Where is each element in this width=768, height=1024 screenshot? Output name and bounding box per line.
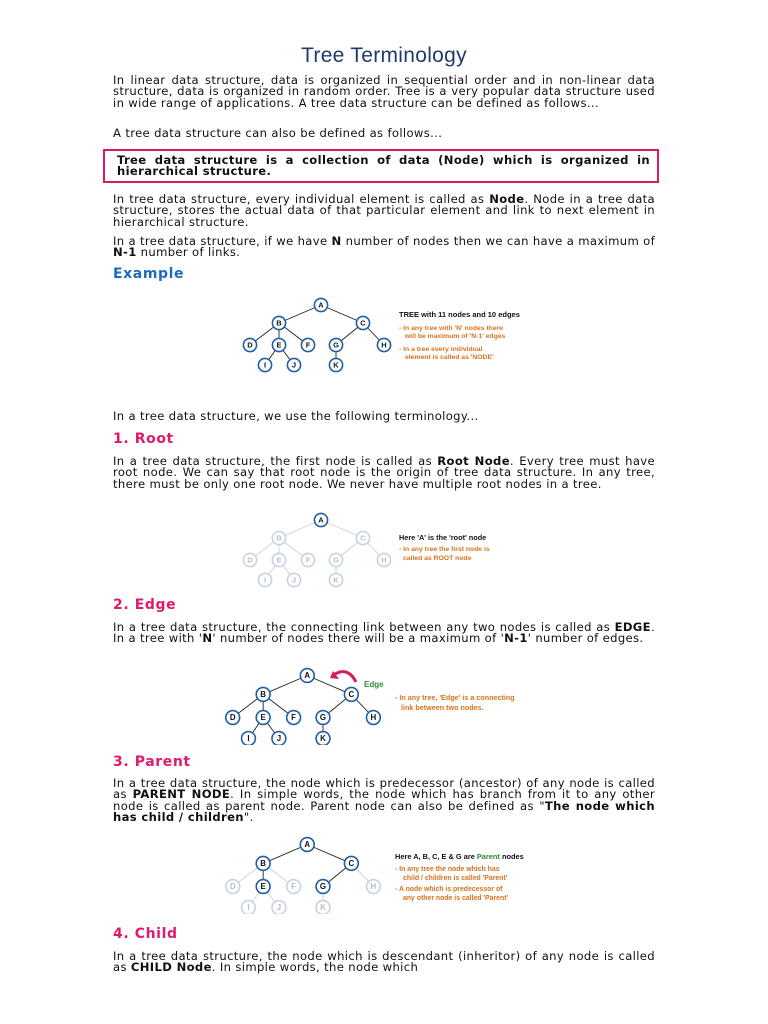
tree-node-label-a: A	[318, 515, 324, 525]
root-note-line1: - In any tree the first node is	[399, 546, 490, 553]
tree-node-label-c: C	[348, 859, 355, 869]
parent-caption-title: Here A, B, C, E & G are Parent nodes	[395, 852, 524, 861]
parent-note2-line2: any other node is called 'Parent'	[403, 895, 509, 902]
tree-node-label-e: E	[260, 713, 266, 723]
tree-node-label-d: D	[229, 882, 236, 892]
tree-node-label-f: F	[291, 713, 297, 723]
tree-node-label-g: G	[319, 713, 327, 723]
tree-node-label-j: J	[291, 575, 297, 585]
tree-node-label-h: H	[370, 882, 377, 892]
intro-definition-lead: A tree data structure can also be defined as follows...	[113, 126, 443, 140]
parent-note2-line1: - A node which is predecessor of	[395, 886, 503, 893]
parent-note1-line2: child / children is called 'Parent'	[403, 875, 508, 882]
parent-paragraph: In a tree data structure, the node which is predecessor (ancestor) of any node is called as PARENT NODE. In simple words, the node which has branch from it to any other node is called as parent node. Parent node can also be defined as "The node which has child / children".	[113, 776, 655, 824]
intro-paragraph: In linear data structure, data is organized in sequential order and in non-linear data structure, data is organized in random order. Tree is a very popular data structure used in wide range of applications. A tree data structure can be defined as follows...	[113, 73, 655, 110]
edge-note-line1: - In any tree, 'Edge' is a connecting	[395, 693, 515, 702]
page-title: Tree Terminology	[301, 44, 467, 67]
edge-arrow	[335, 672, 356, 682]
terminology-intro: In a tree data structure, we use the following terminology...	[113, 409, 479, 423]
tree-node-label-a: A	[304, 840, 311, 850]
tree-node-label-a: A	[304, 671, 311, 681]
example-note2-line1: - In a tree every individual	[399, 346, 483, 353]
tree-node-label-h: H	[370, 713, 377, 723]
example-caption-title: TREE with 11 nodes and 10 edges	[399, 310, 520, 319]
edge-caption	[393, 690, 563, 720]
tree-node-label-e: E	[276, 340, 282, 350]
parent-note1-line1: - In any tree the node which has	[395, 866, 500, 873]
tree-node-label-b: B	[276, 533, 282, 543]
root-paragraph: In a tree data structure, the first node is called as Root Node. Every tree must have root node. We can say that root node is the origin of tree data structure. In any tree, there must be only one root node. We never have multiple root nodes in a tree.	[113, 454, 655, 491]
root-tree-diagram	[230, 510, 400, 590]
tree-node-label-i: I	[247, 734, 250, 744]
links-paragraph: In a tree data structure, if we have N number of nodes then we can have a maximum of N-1 number of links.	[113, 234, 656, 260]
tree-node-label-c: C	[348, 690, 355, 700]
tree-node-label-k: K	[333, 360, 339, 370]
tree-node-label-f: F	[305, 555, 311, 565]
tree-node-label-g: G	[333, 555, 339, 565]
tree-node-label-c: C	[360, 533, 366, 543]
tree-node-label-f: F	[305, 340, 311, 350]
parent-heading: 3. Parent	[113, 754, 191, 770]
tree-node-label-k: K	[320, 903, 326, 913]
example-note1-line2: will be maximum of 'N-1' edges	[405, 333, 506, 340]
edge-heading: 2. Edge	[113, 597, 177, 613]
edge-annotation	[320, 666, 400, 696]
tree-node-label-i: I	[263, 575, 267, 585]
child-paragraph: In a tree data structure, the node which is descendant (inheritor) of any node is called as CHILD Node. In simple words, the node which	[113, 949, 655, 975]
tree-node-label-j: J	[291, 360, 297, 370]
tree-node-label-f: F	[291, 882, 297, 892]
tree-node-label-b: B	[260, 690, 267, 700]
root-heading: 1. Root	[113, 431, 174, 447]
root-note-line2: called as ROOT node	[403, 555, 472, 562]
root-caption	[397, 530, 567, 570]
root-caption-title: Here 'A' is the 'root' node	[399, 533, 487, 542]
tree-node-label-e: E	[276, 555, 282, 565]
tree-node-label-j: J	[276, 734, 282, 744]
tree-node-label-e: E	[260, 882, 266, 892]
tree-node-label-a: A	[318, 300, 324, 310]
tree-node-label-h: H	[381, 555, 387, 565]
example-note1-line1: - In any tree with 'N' nodes there	[399, 325, 504, 332]
tree-node-label-d: D	[247, 555, 253, 565]
edge-label: Edge	[364, 680, 384, 689]
tree-node-label-k: K	[333, 575, 339, 585]
tree-node-label-g: G	[319, 882, 327, 892]
tree-node-label-i: I	[247, 903, 250, 913]
child-heading: 4. Child	[113, 926, 178, 942]
tree-node-label-d: D	[247, 340, 253, 350]
tree-node-label-c: C	[360, 318, 366, 328]
tree-node-label-h: H	[381, 340, 387, 350]
tree-node-label-i: I	[263, 360, 267, 370]
edge-note-line2: link between two nodes.	[401, 703, 484, 712]
tree-node-label-b: B	[260, 859, 267, 869]
tree-node-label-d: D	[229, 713, 236, 723]
parent-caption	[393, 849, 573, 905]
tree-node-label-g: G	[333, 340, 339, 350]
example-heading: Example	[113, 266, 185, 282]
definition-text: Tree data structure is a collection of data (Node) which is organized in hierarchical structure.	[117, 153, 650, 179]
example-caption	[397, 306, 577, 366]
tree-node-label-k: K	[320, 734, 326, 744]
node-paragraph: In tree data structure, every individual element is called as Node. Node in a tree data structure, stores the actual data of that particular element and link to next element in hierarchical structure.	[113, 192, 655, 229]
example-tree-diagram	[230, 295, 400, 375]
tree-node-label-b: B	[276, 318, 282, 328]
tree-node-label-j: J	[276, 903, 282, 913]
example-note2-line2: element is called as 'NODE'	[405, 354, 494, 361]
parent-tree-diagram	[212, 834, 392, 914]
edge-paragraph: In a tree data structure, the connecting link between any two nodes is called as EDGE. In a tree with 'N' number of nodes there will be a maximum of 'N-1' number of edges.	[113, 620, 655, 646]
